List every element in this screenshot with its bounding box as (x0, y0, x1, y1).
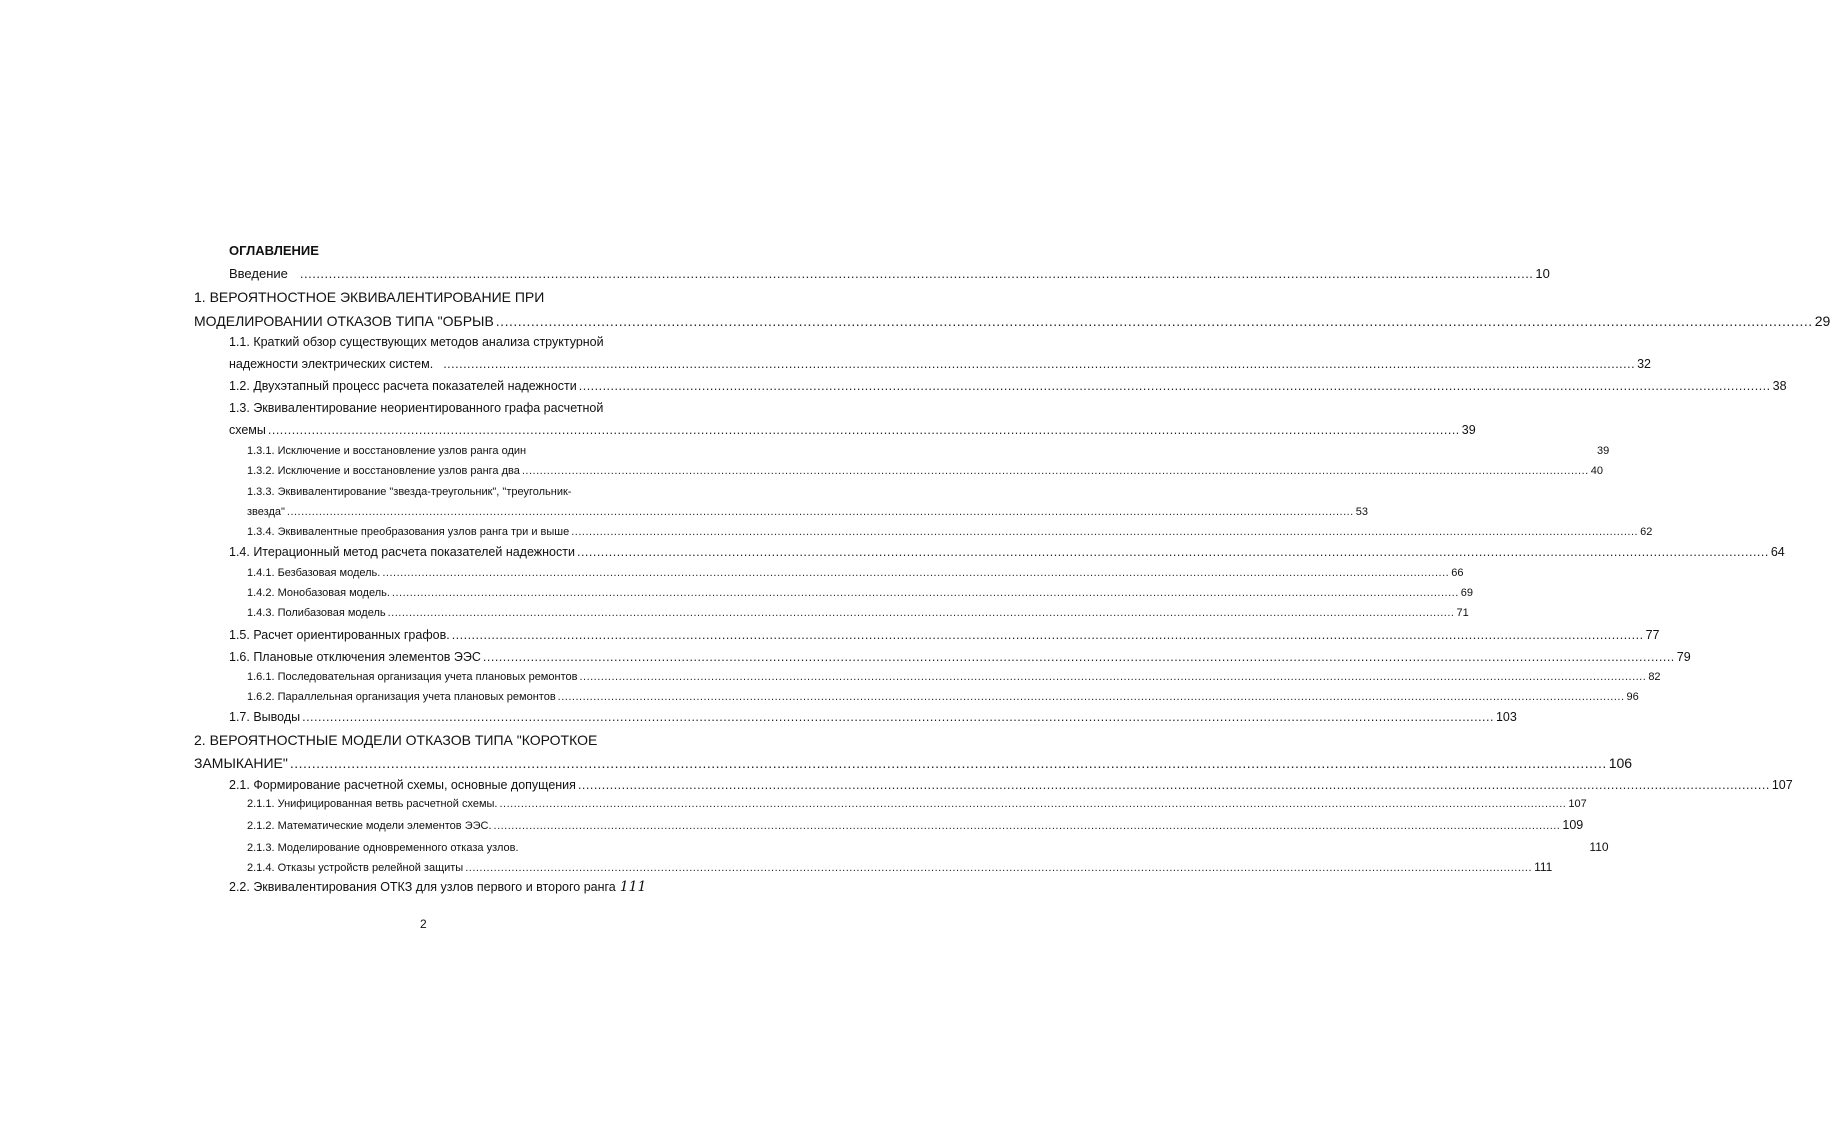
toc-entry-introduction: Введение ............................................................................................................................................................................................................................................................................................................ 10 (229, 266, 1550, 281)
dot-leader: ............................................................................................................................................................................................................................................................................................................ (443, 357, 1636, 371)
toc-section-1-6: 1.6. Плановые отключения элементов ЭЭС ............................................................................................................................................................................................................................................................................................................ 79 (229, 650, 1691, 664)
dot-leader: ............................................................................................................................................................................................................................................................................................................ (577, 778, 1770, 792)
dot-leader: ............................................................................................................................................................................................................................................................................................................ (571, 526, 1639, 538)
toc-section-1-5: 1.5. Расчет ориентированных графов. ............................................................................................................................................................................................................................................................................................................ 77 (229, 628, 1660, 642)
toc-section-1-1-line2: надежности электрических систем. ............................................................................................................................................................................................................................................................................................................ 32 (229, 357, 1651, 371)
toc-section-1-3-line2: схемы ............................................................................................................................................................................................................................................................................................................ 39 (229, 423, 1476, 437)
dot-leader: ............................................................................................................................................................................................................................................................................................................ (482, 650, 1675, 664)
dot-leader: ............................................................................................................................................................................................................................................................................................................ (289, 755, 1607, 771)
toc-subsection-2-1-4: 2.1.4. Отказы устройств релейной защиты ............................................................................................................................................................................................................................................................................................................ 111 (247, 860, 1553, 874)
dot-leader: ............................................................................................................................................................................................................................................................................................................ (499, 798, 1567, 810)
toc-subsection-1-3-2: 1.3.2. Исключение и восстановление узлов ранга два ............................................................................................................................................................................................................................................................................................................ 40 (247, 465, 1603, 477)
toc-chapter-1-line1: 1. ВЕРОЯТНОСТНОЕ ЭКВИВАЛЕНТИРОВАНИЕ ПРИ (194, 289, 545, 305)
handwritten-page-number: 111 (619, 879, 647, 895)
toc-title: ОГЛАВЛЕНИЕ (229, 243, 319, 258)
toc-section-1-1-line1: 1.1. Краткий обзор существующих методов анализа структурной (229, 335, 604, 349)
toc-section-1-2: 1.2. Двухэтапный процесс расчета показателей надежности ............................................................................................................................................................................................................................................................................................................ 38 (229, 379, 1787, 393)
toc-section-1-3-line1: 1.3. Эквивалентирование неориентированного графа расчетной (229, 401, 604, 415)
toc-subsection-2-1-2: 2.1.2. Математические модели элементов ЭЭС. ............................................................................................................................................................................................................................................................................................................ 109 (247, 818, 1584, 832)
toc-section-2-2: 2.2. Эквивалентирования ОТКЗ для узлов первого и второго ранга 111 (229, 879, 647, 895)
dot-leader: ............................................................................................................................................................................................................................................................................................................ (493, 820, 1561, 832)
dot-leader: ............................................................................................................................................................................................................................................................................................................ (578, 379, 1771, 393)
dot-leader: ............................................................................................................................................................................................................................................................................................................ (557, 691, 1625, 703)
toc-subsection-1-3-3-line2: звезда" ............................................................................................................................................................................................................................................................................................................ 53 (247, 506, 1368, 518)
toc-chapter-2-line2: ЗАМЫКАНИЕ" ............................................................................................................................................................................................................................................................................................................ 106 (194, 755, 1633, 771)
dot-leader (521, 842, 1588, 854)
toc-subsection-1-4-3: 1.4.3. Полибазовая модель ............................................................................................................................................................................................................................................................................................................ 71 (247, 607, 1469, 619)
toc-section-1-7: 1.7. Выводы ............................................................................................................................................................................................................................................................................................................ 103 (229, 710, 1517, 724)
toc-section-1-4: 1.4. Итерационный метод расчета показателей надежности ............................................................................................................................................................................................................................................................................................................ 64 (229, 545, 1785, 559)
dot-leader: ............................................................................................................................................................................................................................................................................................................ (286, 506, 1354, 518)
toc-section-2-1: 2.1. Формирование расчетной схемы, основные допущения ............................................................................................................................................................................................................................................................................................................ 107 (229, 778, 1793, 792)
toc-chapter-2-line1: 2. ВЕРОЯТНОСТНЫЕ МОДЕЛИ ОТКАЗОВ ТИПА "КОРОТКОЕ (194, 732, 598, 748)
dot-leader: ............................................................................................................................................................................................................................................................................................................ (387, 607, 1455, 619)
dot-leader: ............................................................................................................................................................................................................................................................................................................ (451, 628, 1644, 642)
toc-chapter-1-line2: МОДЕЛИРОВАНИИ ОТКАЗОВ ТИПА "ОБРЫВ ............................................................................................................................................................................................................................................................................................................ 29 (194, 313, 1830, 329)
dot-leader: ............................................................................................................................................................................................................................................................................................................ (495, 313, 1813, 329)
dot-leader: ............................................................................................................................................................................................................................................................................................................ (576, 545, 1769, 559)
dot-leader: ............................................................................................................................................................................................................................................................................................................ (267, 423, 1460, 437)
dot-leader: ............................................................................................................................................................................................................................................................................................................ (521, 465, 1589, 477)
page-number: 2 (420, 917, 427, 931)
toc-subsection-2-1-3: 2.1.3. Моделирование одновременного отказа узлов. 110 (247, 840, 1609, 854)
dot-leader: ............................................................................................................................................................................................................................................................................................................ (465, 862, 1533, 874)
toc-subsection-1-3-1: 1.3.1. Исключение и восстановление узлов ранга один 39 (247, 445, 1610, 457)
toc-subsection-1-6-1: 1.6.1. Последовательная организация учета плановых ремонтов ............................................................................................................................................................................................................................................................................................................ 82 (247, 671, 1661, 683)
dot-leader: ............................................................................................................................................................................................................................................................................................................ (391, 587, 1459, 599)
toc-subsection-1-3-4: 1.3.4. Эквивалентные преобразования узлов ранга три и выше ............................................................................................................................................................................................................................................................................................................ 62 (247, 526, 1653, 538)
dot-leader: ............................................................................................................................................................................................................................................................................................................ (382, 567, 1450, 579)
toc-subsection-2-1-1: 2.1.1. Унифицированная ветвь расчетной схемы. ............................................................................................................................................................................................................................................................................................................ 107 (247, 798, 1587, 810)
toc-subsection-1-6-2: 1.6.2. Параллельная организация учета плановых ремонтов ............................................................................................................................................................................................................................................................................................................ 96 (247, 691, 1639, 703)
toc-subsection-1-4-2: 1.4.2. Монобазовая модель. ............................................................................................................................................................................................................................................................................................................ 69 (247, 587, 1474, 599)
dot-leader (528, 445, 1595, 457)
dot-leader: ............................................................................................................................................................................................................................................................................................................ (579, 671, 1647, 683)
toc-subsection-1-3-3-line1: 1.3.3. Эквивалентирование "звезда-треугольник", "треугольник- (247, 486, 572, 498)
dot-leader: ............................................................................................................................................................................................................................................................................................................ (299, 266, 1534, 281)
dot-leader: ............................................................................................................................................................................................................................................................................................................ (302, 710, 1494, 724)
toc-subsection-1-4-1: 1.4.1. Безбазовая модель. ............................................................................................................................................................................................................................................................................................................ 66 (247, 567, 1464, 579)
